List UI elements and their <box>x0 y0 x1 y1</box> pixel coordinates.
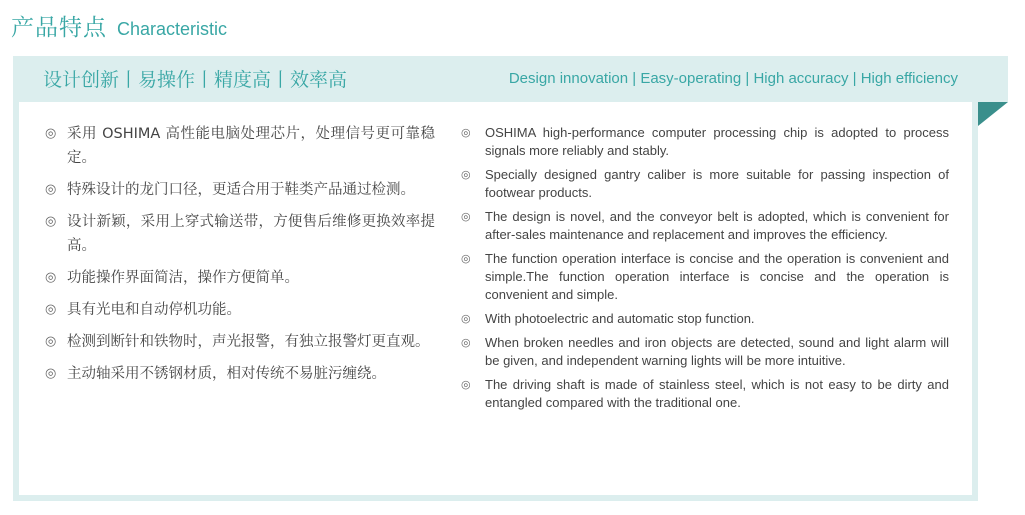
feature-text: 功能操作界面简洁，操作方便简单。 <box>67 270 299 286</box>
features-panel <box>19 102 972 495</box>
bullet-circle-icon: ◎ <box>45 126 57 141</box>
bullet-circle-icon: ◎ <box>461 313 471 325</box>
banner-slogan-cn: 设计创新丨易操作丨精度高丨效率高 <box>43 69 348 91</box>
feature-text: 采用 OSHIMA 高性能电脑处理芯片，处理信号更可靠稳定。 <box>67 126 435 166</box>
bullet-circle-icon: ◎ <box>461 379 471 391</box>
title-en: Characteristic <box>117 19 228 39</box>
features-list-en <box>461 124 949 418</box>
bullet-circle-icon: ◎ <box>45 334 57 349</box>
bullet-circle-icon: ◎ <box>461 337 471 349</box>
feature-item <box>45 330 435 354</box>
bullet-circle-icon: ◎ <box>461 211 471 223</box>
feature-text: The driving shaft is made of stainless steel, which is not easy to be dirty and entangled compared with the traditional one. <box>485 377 949 410</box>
feature-text: The design is novel, and the conveyor belt is adopted, which is convenient for after-sales maintenance and replacement and improves the efficiency. <box>485 209 949 242</box>
feature-item <box>461 250 949 304</box>
feature-item <box>45 266 435 290</box>
banner-slogan-en: Design innovation | Easy-operating | High accuracy | High efficiency <box>508 70 958 87</box>
bullet-circle-icon: ◎ <box>45 214 57 229</box>
feature-text: 检测到断针和铁物时，声光报警，有独立报警灯更直观。 <box>67 334 430 350</box>
feature-text: When broken needles and iron objects are detected, sound and light alarm will be given, and independent warning lights will be more intuitive. <box>485 335 949 368</box>
feature-item <box>461 124 949 160</box>
feature-text: 具有光电和自动停机功能。 <box>67 302 241 318</box>
feature-item <box>461 376 949 412</box>
feature-text: With photoelectric and automatic stop function. <box>485 311 755 326</box>
feature-text: 特殊设计的龙门口径，更适合用于鞋类产品通过检测。 <box>67 182 415 198</box>
slogan-banner <box>13 56 1008 102</box>
bullet-circle-icon: ◎ <box>461 127 471 139</box>
bullet-circle-icon: ◎ <box>461 169 471 181</box>
feature-item <box>45 122 435 170</box>
feature-text: Specially designed gantry caliber is more suitable for passing inspection of footwear products. <box>485 167 949 200</box>
feature-item <box>461 208 949 244</box>
bullet-circle-icon: ◎ <box>461 253 471 265</box>
feature-item <box>461 334 949 370</box>
banner-fold-corner <box>978 102 1008 126</box>
feature-text: 主动轴采用不锈钢材质，相对传统不易脏污缠绕。 <box>67 366 386 382</box>
bullet-circle-icon: ◎ <box>45 366 57 381</box>
feature-text: The function operation interface is concise and the operation is convenient and simple.The function operation interface is concise and the operation is convenient and simple. <box>485 251 949 302</box>
features-list-cn <box>45 122 435 394</box>
bullet-circle-icon: ◎ <box>45 302 57 317</box>
bullet-circle-icon: ◎ <box>45 182 57 197</box>
title-cn: 产品特点 <box>11 15 107 41</box>
feature-item <box>45 298 435 322</box>
feature-text: 设计新颖，采用上穿式输送带，方便售后维修更换效率提高。 <box>67 214 435 254</box>
section-title <box>11 8 227 42</box>
feature-item <box>45 178 435 202</box>
feature-item <box>461 310 949 328</box>
feature-item <box>45 210 435 258</box>
feature-item <box>461 166 949 202</box>
feature-item <box>45 362 435 386</box>
bullet-circle-icon: ◎ <box>45 270 57 285</box>
feature-text: OSHIMA high-performance computer processing chip is adopted to process signals more reliably and stably. <box>485 125 949 158</box>
